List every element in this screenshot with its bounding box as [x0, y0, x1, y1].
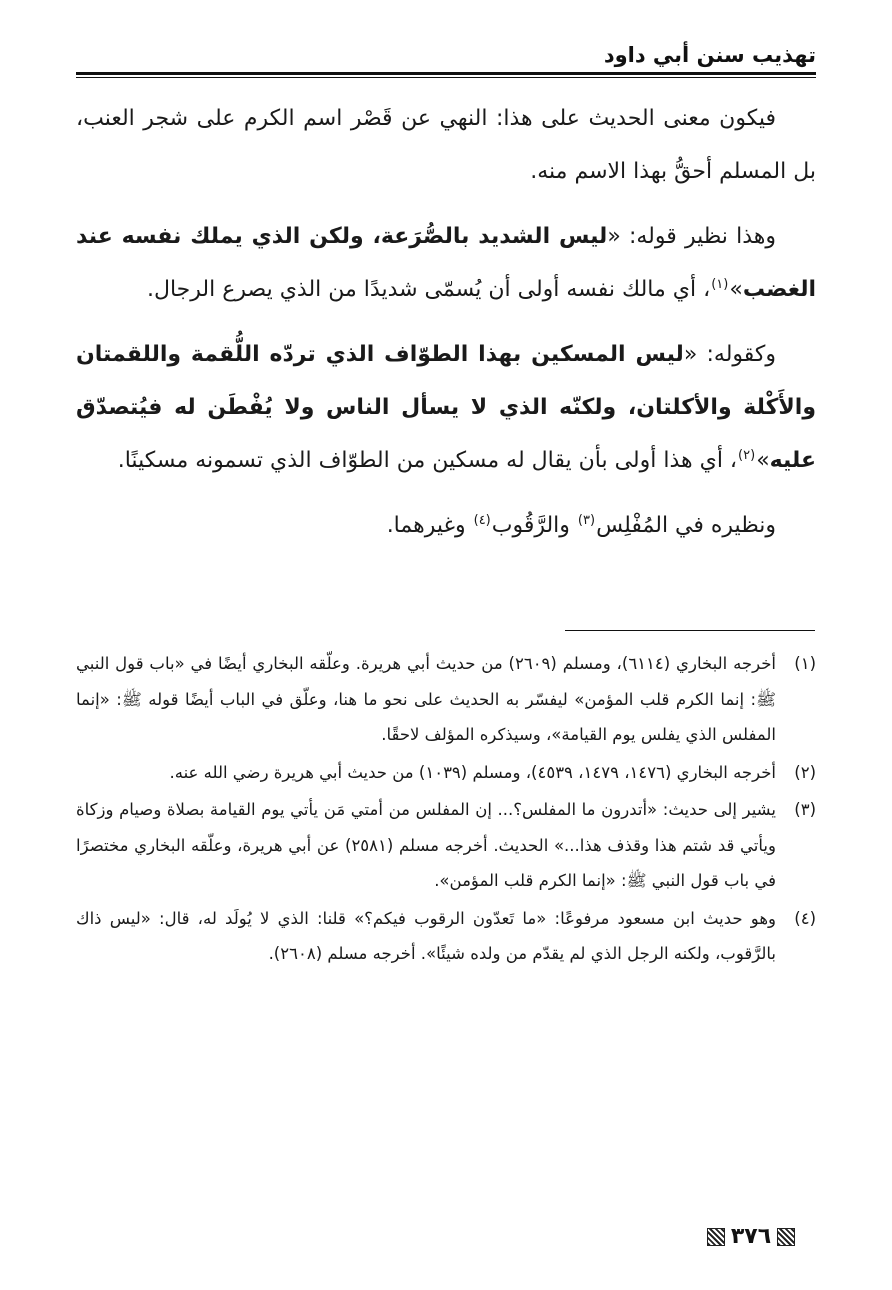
footnote-number: (٣) [794, 800, 816, 819]
header-rule [76, 72, 816, 75]
header-rule-thin [76, 77, 816, 78]
footnote-1 [76, 646, 816, 753]
page-number: ٣٧٦ [730, 1224, 772, 1249]
footnote-text: وهو حديث ابن مسعود مرفوعًا: «ما تَعدّون الرقوب فيكم؟» قلنا: الذي لا يُولَد له، قال: «ليس ذاك بالرَّقوب، ولكنه الرجل الذي لم يقدّم من ولده شيئًا». أخرجه مسلم (٢٦٠٨). [76, 908, 776, 963]
paragraph-2 [76, 210, 816, 316]
footnote-ref-3[interactable]: (٣) [577, 512, 596, 528]
footnote-number: (٤) [794, 908, 816, 928]
footnote-ref-2[interactable]: (٢) [738, 447, 756, 463]
quote-close: » [729, 277, 743, 302]
paragraph-2-end: ، أي مالك نفسه أولى أن يُسمّى شديدًا من الذي يصرع الرجال. [147, 277, 711, 302]
paragraph-3-start: وكقوله: « [683, 342, 776, 367]
footnote-text: يشير إلى حديث: «أتدرون ما المفلس؟... إن المفلس من أمتي مَن يأتي يوم القيامة بصلاة وصيام وزكاة ويأتي قد شتم هذا وقذف هذا...» الحديث. أخرجه مسلم (٢٥٨١) عن أبي هريرة، وعلّقه البخاري مختصرًا في باب قول النبي ﷺ: «إنما الكرم قلب المؤمن». [76, 800, 776, 890]
footnote-ref-4[interactable]: (٤) [473, 512, 491, 528]
paragraph-4 [76, 499, 816, 552]
footnote-4 [76, 901, 816, 972]
paragraph-4-end: وغيرهما. [386, 513, 473, 538]
footnote-2 [76, 755, 816, 791]
footnotes [76, 646, 816, 974]
ornament-icon [707, 1228, 725, 1246]
hadith-quote-1: ليس الشديد بالصُّرَعة، ولكن الذي يملك نفسه عند الغضب [76, 224, 816, 302]
ornament-icon [777, 1228, 795, 1246]
footnote-text: أخرجه البخاري (١٤٧٦، ١٤٧٩، ٤٥٣٩)، ومسلم (١٠٣٩) من حديث أبي هريرة رضي الله عنه. [169, 762, 776, 782]
paragraph-1: فيكون معنى الحديث على هذا: النهي عن قَصْر اسم الكرم على شجر العنب، بل المسلم أحقُّ بهذا الاسم منه. [76, 106, 816, 184]
paragraph-3-end: ، أي هذا أولى بأن يقال له مسكين من الطوّاف الذي تسمونه مسكينًا. [117, 448, 738, 473]
footnote-ref-1[interactable]: (١) [711, 276, 729, 292]
page-folio [686, 1222, 816, 1252]
quote-close: » [756, 448, 770, 473]
main-text [76, 92, 816, 564]
footnote-number: (٢) [794, 762, 816, 782]
paragraph-3 [76, 328, 816, 487]
footnote-text: أخرجه البخاري (٦١١٤)، ومسلم (٢٦٠٩) من حديث أبي هريرة. وعلّقه البخاري أيضًا في «باب قول النبي ﷺ: إنما الكرم قلب المؤمن» ليفسّر به الحديث على نحو ما هنا، وعلّق في الباب أيضًا قوله ﷺ: «إنما المفلس الذي يفلس يوم القيامة»، وسيذكره المؤلف لاحقًا. [76, 654, 776, 744]
footnote-separator [565, 630, 815, 631]
running-head-title: تهذيب سنن أبي داود [603, 43, 816, 67]
paragraph-2-start: وهذا نظير قوله: « [607, 224, 776, 249]
footnote-3 [76, 792, 816, 899]
hadith-quote-2: ليس المسكين بهذا الطوّاف الذي تردّه اللُّقمة واللقمتان والأَكْلة والأكلتان، ولكنّه الذي لا يسأل الناس ولا يُفْطَن له فيُتصدّق عليه [76, 342, 816, 473]
footnote-number: (١) [794, 654, 816, 673]
paragraph-4-mid: والرَّقُوب [491, 513, 577, 538]
paragraph-4-start: ونظيره في المُفْلِس [596, 513, 776, 538]
